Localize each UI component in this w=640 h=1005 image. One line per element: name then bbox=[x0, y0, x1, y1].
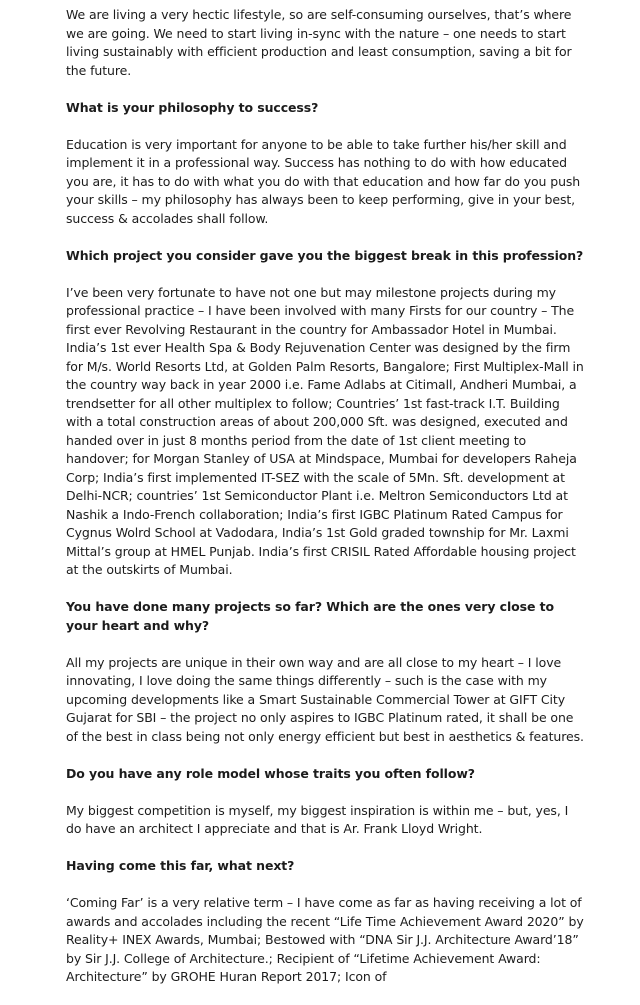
question-what-next: Having come this far, what next? bbox=[66, 858, 295, 873]
answer-philosophy: Education is very important for anyone to be able to take further his/her skill and implement it in a professional way. Success has nothing to do with how educated you are, it has to do with what you do with that education and how far do you push your skills – my philosophy has always been to keep performing, give in your best, success & accolades shall follow. bbox=[66, 136, 581, 226]
answer-what-next: ‘Coming Far’ is a very relative term – I have come as far as having receiving a lot of awards and accolades including the recent “Life Time Achievement Award 2020” by Reality+ INEX Awards, Mumbai; Bestowed with “DNA Sir J.J. Architecture Award’18” by Sir J.J. College of Architecture.; Recipient of “Lifetime Achievement Award: Architecture” by GROHE Huran Report 2017; Icon of bbox=[66, 895, 584, 984]
answer-role-model: My biggest competition is myself, my biggest inspiration is within me – but, yes, I do have an architect I appreciate and that is Ar. Frank Lloyd Wright. bbox=[66, 802, 569, 836]
question-close-to-heart: You have done many projects so far? Which are the ones very close to your heart and why? bbox=[66, 599, 554, 633]
article-body bbox=[66, 6, 586, 1005]
answer-close-to-heart: All my projects are unique in their own way and are all close to my heart – I love innovating, I love doing the same things differently – such is the case with my upcoming developments like a Smart Sustainable Commercial Tower at GIFT City Gujarat for SBI – the project no only aspires to IGBC Platinum rated, it shall be one of the best in class being not only energy efficient but best in aesthetics & features. bbox=[66, 654, 584, 744]
question-philosophy: What is your philosophy to success? bbox=[66, 99, 319, 115]
question-biggest-break: Which project you consider gave you the biggest break in this profession? bbox=[66, 247, 584, 263]
question-role-model: Do you have any role model whose traits you often follow? bbox=[66, 765, 475, 781]
intro-paragraph: We are living a very hectic lifestyle, so are self-consuming ourselves, that’s where we are going. We need to start living in-sync with the nature – one needs to start living sustainably with efficient production and least consumption, saving a bit for the future. bbox=[66, 7, 572, 78]
answer-biggest-break: I’ve been very fortunate to have not one but may milestone projects during my professional practice – I have been involved with many Firsts for our country – The first ever Revolving Restaurant in the country for Ambassador Hotel in Mumbai. India’s 1st ever Health Spa & Body Rejuvenation Center was designed by the firm for M/s. World Resorts Ltd, at Golden Palm Resorts, Bangalore; First Multiplex-Mall in the country way back in year 2000 i.e. Fame Adlabs at Citimall, Andheri Mumbai, a trendsetter for all other multiplex to follow; Countries’ 1st fast-track I.T. Building with a total construction areas of about 200,000 Sft. was designed, executed and handed over in just 8 months period from the date of 1st client meeting to handover; for Morgan Stanley of USA at Mindspace, Mumbai for developers Raheja Corp; India’s first implemented IT-SEZ with the scale of 5Mn. Sft. development at Delhi-NCR; countries’ 1st Semiconductor Plant i.e. Meltron Semiconductors Ltd at Nashik a Indo-French collaboration; India’s first IGBC Platinum Rated Campus for Cygnus Wolrd School at Vadodara, India’s 1st Gold graded township for Mr. Laxmi Mittal’s group at HMEL Punjab. India’s first CRISIL Rated Affordable housing project at the outskirts of Mumbai. bbox=[66, 284, 584, 577]
